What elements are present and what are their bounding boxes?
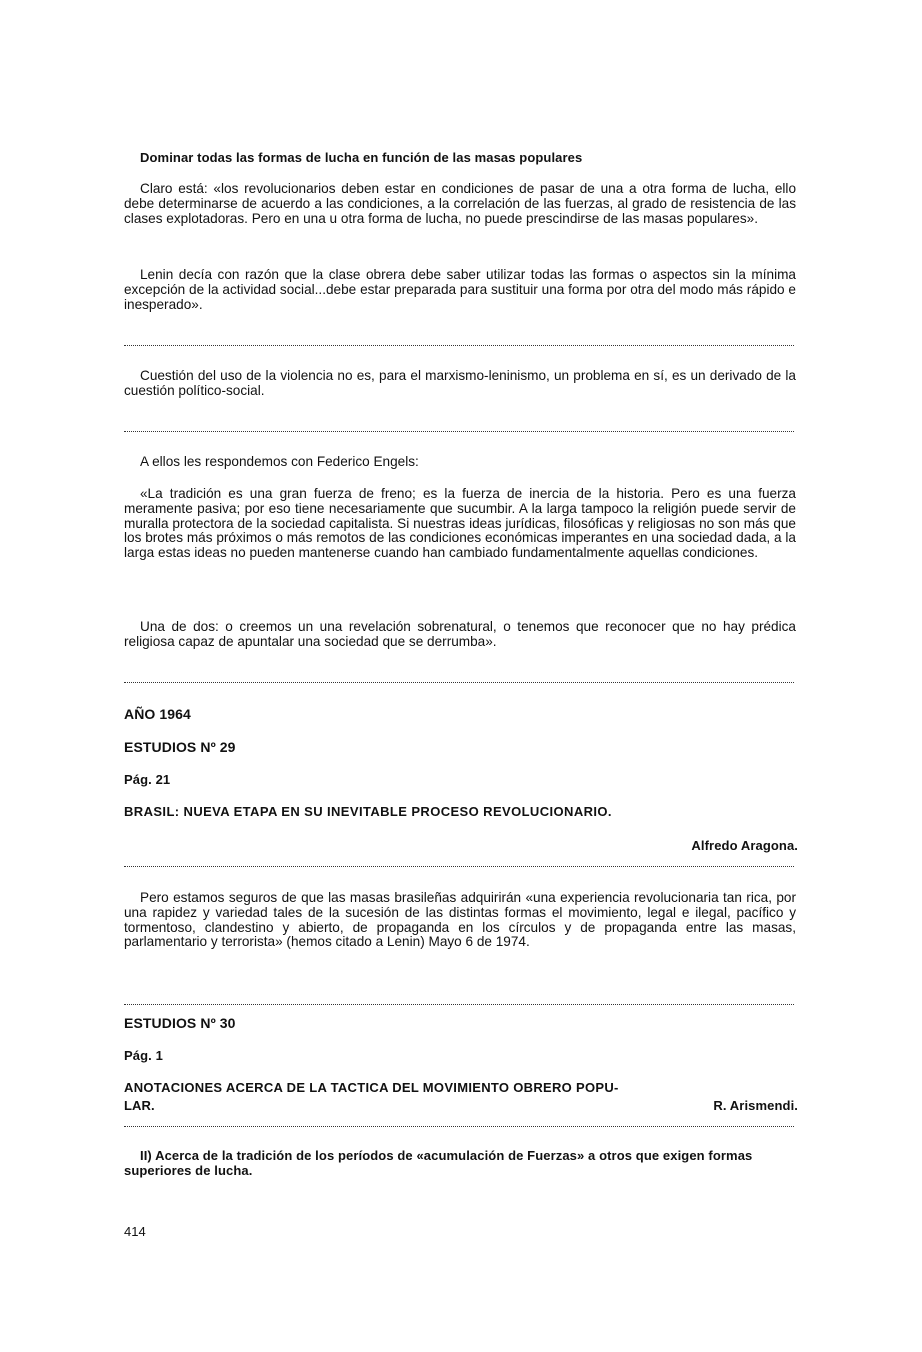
dotted-divider [124,431,794,432]
article-title: BRASIL: NUEVA ETAPA EN SU INEVITABLE PROCESO REVOLUCIONARIO. [124,804,612,819]
article-author: R. Arismendi. [713,1098,798,1113]
paragraph: Claro está: «los revolucionarios deben estar en condiciones de pasar de una a otra forma de lucha, ello debe determinarse de acuerdo a las condiciones, a la correlación de las fuerzas, al grado de resistencia de las clases explotadoras. Pero en una u otra forma de lucha, no puede prescindirse de las masas populares». [124,181,796,226]
issue-heading: ESTUDIOS Nº 30 [124,1015,236,1031]
article-author: Alfredo Aragona. [691,838,798,853]
year-heading: AÑO 1964 [124,706,191,722]
article-title-continuation: LAR. [124,1098,155,1113]
paragraph: Cuestión del uso de la violencia no es, para el marxismo-leninismo, un problema en sí, es un derivado de la cuestión político-social. [124,368,796,398]
page-reference: Pág. 1 [124,1048,163,1063]
dotted-divider [124,345,794,346]
quote-paragraph: «La tradición es una gran fuerza de freno; es la fuerza de inercia de la historia. Pero es una fuerza meramente pasiva; por eso tiene necesariamente que sucumbir. A la larga tampoco la religión puede servir de muralla protectora de la sociedad capitalista. Si nuestras ideas jurídicas, filosóficas y religiosas no son más que los brotes más próximos o más remotos de las condiciones económicas imperantes en una sociedad dada, a la larga estas ideas no pueden mantenerse cuando han cambiado fundamentalmente aquellas condiciones. [124,486,796,561]
paragraph: Lenin decía con razón que la clase obrera debe saber utilizar todas las formas o aspectos sin la mínima excepción de la actividad social...debe estar preparada para sustituir una forma por otra del modo más rápido e inesperado». [124,267,796,312]
dotted-divider [124,682,794,683]
section-heading: Dominar todas las formas de lucha en función de las masas populares [140,150,583,165]
issue-heading: ESTUDIOS Nº 29 [124,739,236,755]
article-title: ANOTACIONES ACERCA DE LA TACTICA DEL MOVIMIENTO OBRERO POPU- [124,1080,619,1095]
page-reference: Pág. 21 [124,772,171,787]
page-number: 414 [124,1224,146,1239]
quote-paragraph: Una de dos: o creemos un una revelación sobrenatural, o tenemos que reconocer que no hay prédica religiosa capaz de apuntalar una sociedad que se derrumba». [124,619,796,649]
subheading: II) Acerca de la tradición de los períodos de «acumulación de Fuerzas» a otros que exigen formas superiores de lucha. [124,1148,753,1178]
paragraph: Pero estamos seguros de que las masas brasileñas adquirirán «una experiencia revolucionaria tan rica, por una rapidez y variedad tales de la sucesión de las distintas formas el movimiento, legal e ilegal, pacífico y tormentoso, clandestino y abierto, de propaganda en los círculos y de propaganda entre las masas, parlamentario y terrorista» (hemos citado a Lenin) Mayo 6 de 1974. [124,890,796,950]
dotted-divider [124,1126,794,1127]
paragraph: A ellos les respondemos con Federico Engels: [140,454,419,469]
dotted-divider [124,866,794,867]
dotted-divider [124,1004,794,1005]
